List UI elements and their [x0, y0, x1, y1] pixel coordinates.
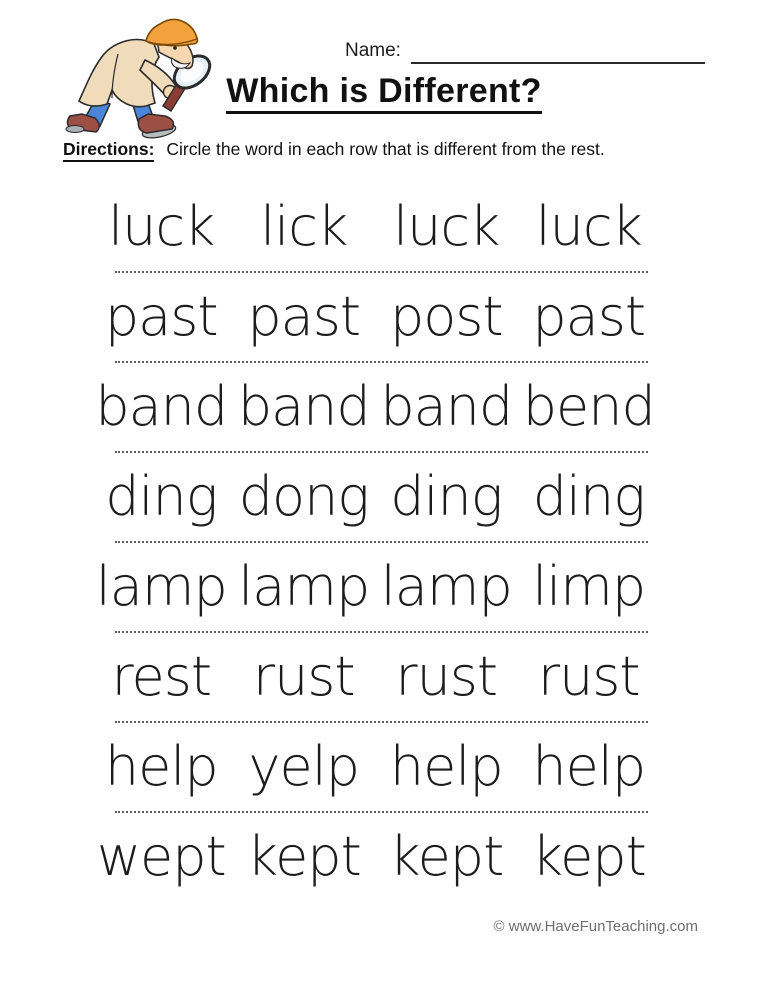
- word[interactable]: ding: [105, 465, 218, 528]
- name-row: [345, 40, 705, 64]
- word[interactable]: luck: [393, 195, 500, 258]
- name-label: Name:: [345, 40, 401, 61]
- word[interactable]: bend: [522, 375, 655, 438]
- word-row: [90, 183, 660, 271]
- word[interactable]: luck: [108, 195, 215, 258]
- directions-label: Directions:: [63, 139, 154, 162]
- word[interactable]: rust: [252, 645, 355, 708]
- word-row: [90, 453, 660, 541]
- word[interactable]: post: [389, 285, 503, 348]
- word-row: [90, 543, 660, 631]
- word[interactable]: lamp: [238, 555, 370, 618]
- word[interactable]: lamp: [380, 555, 512, 618]
- word[interactable]: band: [95, 375, 228, 438]
- word[interactable]: rest: [111, 645, 212, 708]
- word[interactable]: lamp: [95, 555, 227, 618]
- word[interactable]: ding: [532, 465, 645, 528]
- word[interactable]: band: [380, 375, 513, 438]
- page-title: [0, 72, 768, 111]
- directions-text: Circle the word in each row that is different from the rest.: [166, 139, 605, 159]
- footer-copyright: © www.HaveFunTeaching.com: [493, 918, 698, 935]
- word[interactable]: kept: [389, 825, 504, 888]
- word[interactable]: help: [389, 735, 503, 798]
- word[interactable]: past: [104, 285, 218, 348]
- name-blank-line[interactable]: [411, 40, 705, 64]
- word[interactable]: ding: [390, 465, 503, 528]
- directions: [63, 139, 605, 160]
- word-row: [90, 723, 660, 811]
- word[interactable]: lick: [260, 195, 348, 258]
- word-row: [90, 273, 660, 361]
- word[interactable]: help: [104, 735, 218, 798]
- word-row: [90, 813, 660, 901]
- word[interactable]: wept: [96, 825, 226, 888]
- word-row: [90, 363, 660, 451]
- word[interactable]: rust: [537, 645, 640, 708]
- page-title-text: Which is Different?: [226, 72, 542, 114]
- word[interactable]: past: [532, 285, 646, 348]
- word[interactable]: luck: [535, 195, 642, 258]
- word[interactable]: limp: [532, 555, 646, 618]
- word-grid: [90, 183, 660, 901]
- word[interactable]: rust: [395, 645, 498, 708]
- word[interactable]: past: [247, 285, 361, 348]
- word[interactable]: dong: [238, 465, 369, 528]
- word[interactable]: kept: [246, 825, 361, 888]
- word[interactable]: kept: [531, 825, 646, 888]
- word[interactable]: band: [237, 375, 370, 438]
- word[interactable]: help: [532, 735, 646, 798]
- word[interactable]: yelp: [248, 735, 359, 798]
- word-row: [90, 633, 660, 721]
